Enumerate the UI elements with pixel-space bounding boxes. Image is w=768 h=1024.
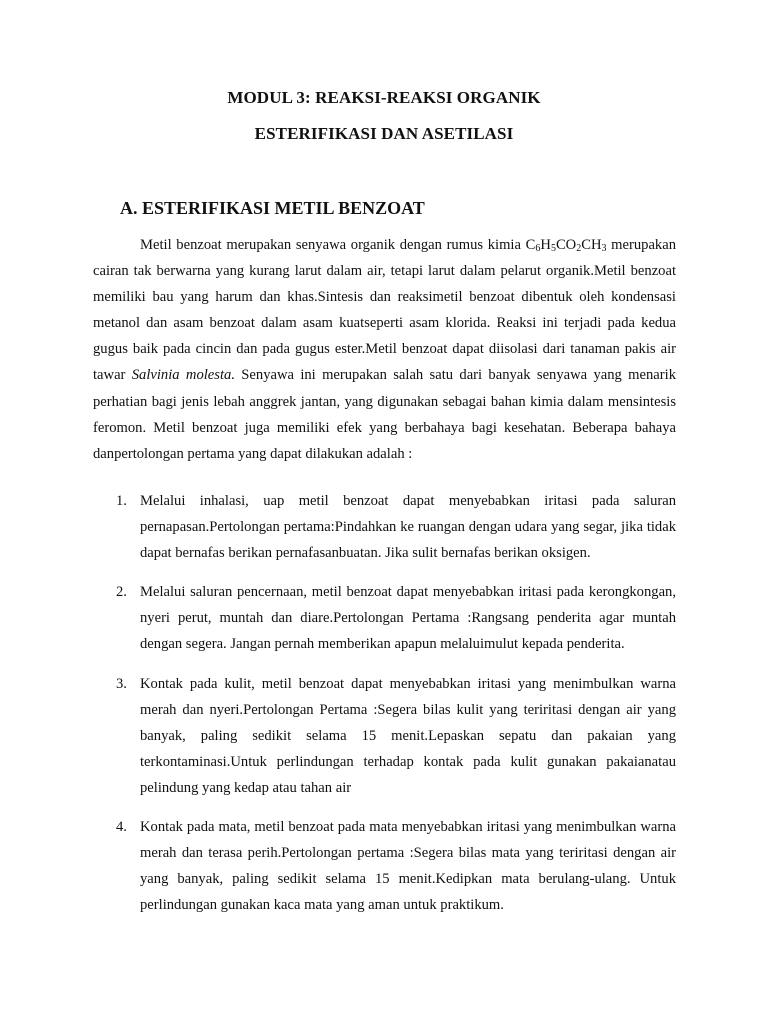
list-item-number: 3. [116,675,127,692]
intro-text-3: Senyawa ini merupakan salah satu dari banyak senyawa yang menarik perhatian bagi jenis lebah anggrek jantan, yang digunakan sebagai bahan kimia dalam mensintesis feromon. Metil benzoat juga memiliki efek yang berbahaya bagi kesehatan. Beberapa bahaya danpertolongan pertama yang dapat dilakukan adalah : [93,367,676,462]
formula-co: CO [555,237,577,253]
intro-text-2: merupakan cairan tak berwarna yang kurang larut dalam air, tetapi larut dalam pelarut organik.Metil benzoat memiliki bau yang harum dan khas.Sintesis dan reaksimetil benzoat dibentuk oleh kondensasi metanol dan asam benzoat dalam asam kuatseperti asam klorida. Reaksi ini terjadi pada kedua gugus baik pada cincin dan pada gugus ester.Metil benzoat dapat diisolasi dari tanaman pakis air tawar [93,237,677,384]
list-item [93,488,676,566]
list-item [93,814,676,918]
formula-subscript-6: 6 [535,243,541,254]
list-item-text: Kontak pada mata, metil benzoat pada mata menyebabkan iritasi yang menimbulkan warna merah dan terasa perih.Pertolongan pertama :Segera bilas mata yang teriritasi dengan air yang banyak, paling sedikit selama 15 menit.Kedipkan mata berulang-ulang. Untuk perlindungan gunakan kaca mata yang aman untuk praktikum. [140,819,676,914]
hazard-list [93,488,676,931]
formula-subscript-3: 3 [601,243,607,254]
list-item-text: Melalui saluran pencernaan, metil benzoat dapat menyebabkan iritasi pada kerongkongan, nyeri perut, muntah dan diare.Pertolongan Pertama :Rangsang penderita agar muntah dengan segera. Jangan pernah memberikan apapun melaluimulut kepada penderita. [140,584,676,653]
intro-paragraph [93,232,676,467]
module-title: MODUL 3: REAKSI-REAKSI ORGANIK [227,88,541,107]
formula-subscript-5: 5 [550,243,556,254]
list-item-number: 1. [116,493,127,509]
intro-text-1: Metil benzoat merupakan senyawa organik dengan rumus kimia C [140,237,536,253]
formula-h: H [540,237,551,253]
list-item [93,671,676,801]
list-item-text: Kontak pada kulit, metil benzoat dapat menyebabkan iritasi yang menimbulkan warna merah dan nyeri.Pertolongan Pertama :Segera bilas kulit yang teriritasi dengan air yang banyak, paling sedikit selama 15 menit.Lepaskan sepatu dan pakaian yang terkontaminasi.Untuk perlindungan terhadap kontak pada kulit gunakan pakaianatau pelindung yang kedap atau tahan air [140,675,676,796]
formula-ch: CH [581,237,602,253]
module-subtitle: ESTERIFIKASI DAN ASETILASI [254,124,514,143]
section-heading: A. ESTERIFIKASI METIL BENZOAT [120,198,425,218]
list-item-text: Melalui inhalasi, uap metil benzoat dapat menyebabkan iritasi pada saluran pernapasan.Pertolongan pertama:Pindahkan ke ruangan dengan udara yang segar, jika tidak dapat bernafas berikan pernafasanbuatan. Jika sulit bernafas berikan oksigen. [140,493,676,562]
species-name: Salvinia molesta. [131,367,235,384]
list-item-number: 2. [116,584,127,601]
formula-subscript-2: 2 [576,243,582,254]
list-item-number: 4. [116,819,127,836]
list-item [93,579,676,657]
